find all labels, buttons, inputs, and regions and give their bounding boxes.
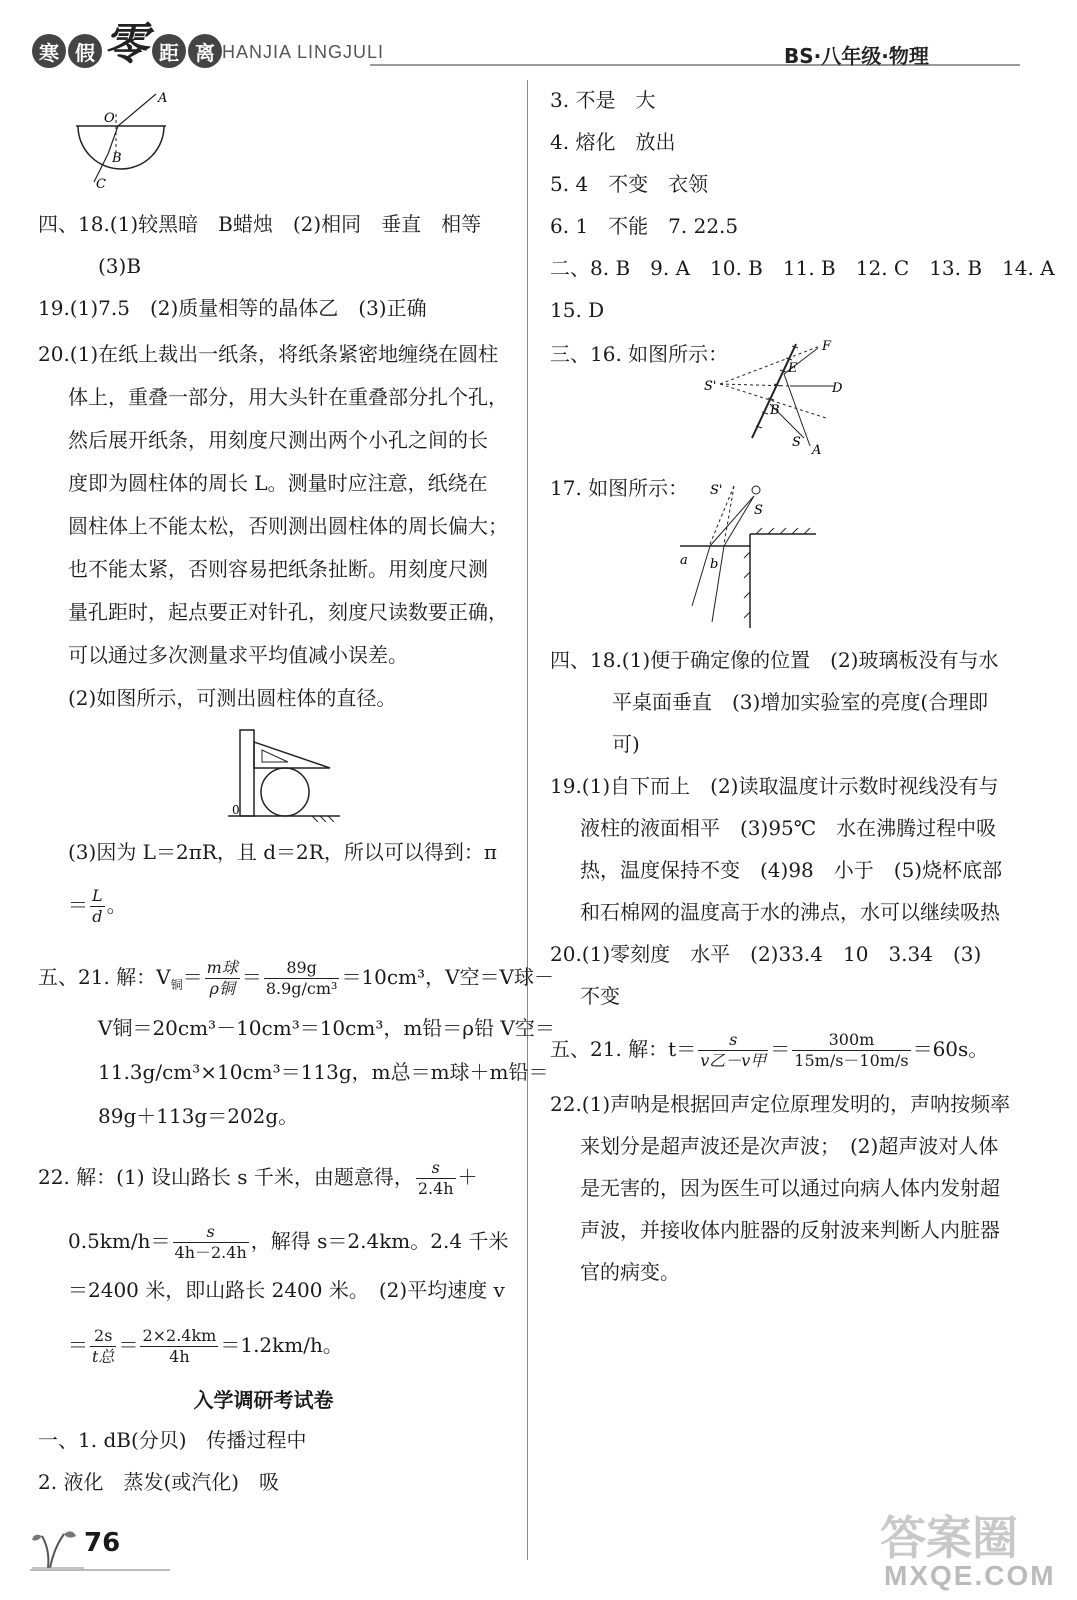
answer-19-r: 液柱的液面相平 (3)95℃ 水在沸腾过程中吸 bbox=[580, 816, 997, 840]
answer-18-r: 可) bbox=[612, 732, 640, 756]
answer-20-r: 不变 bbox=[580, 984, 620, 1008]
answer-21-line2: V铜＝20cm³－10cm³＝10cm³，m铅＝ρ铅 V空＝ bbox=[98, 1016, 555, 1040]
answer-22-r: 来划分是超声波还是次声波； (2)超声波对人体 bbox=[580, 1134, 999, 1158]
footer-rule bbox=[30, 1569, 170, 1571]
answer-20-r: 20.(1)零刻度 水平 (2)33.4 10 3.34 (3) bbox=[550, 942, 982, 966]
answer-19-r: 和石棉网的温度高于水的沸点，水可以继续吸热 bbox=[580, 900, 1000, 924]
answer-20-line: 度即为圆柱体的周长 L。测量时应注意，纸绕在 bbox=[68, 471, 488, 495]
answer-6-7: 6. 1 不能 7. 22.5 bbox=[550, 214, 739, 238]
answer-21-line4: 89g＋113g＝202g。 bbox=[98, 1104, 299, 1128]
water-refraction-figure-17 bbox=[670, 472, 820, 632]
fig-label: F bbox=[822, 339, 832, 354]
header-pinyin: HANJIA LINGJULI bbox=[222, 42, 385, 62]
answer-20-line: 可以通过多次测量求平均值减小误差。 bbox=[68, 643, 408, 667]
answer-3: 3. 不是 大 bbox=[550, 88, 656, 112]
answer-16: 三、16. 如图所示： bbox=[550, 342, 729, 366]
fig-label: B bbox=[112, 151, 122, 166]
fig-label: S' bbox=[704, 379, 717, 394]
answer-19: 19.(1)7.5 (2)质量相等的晶体乙 (3)正确 bbox=[38, 296, 427, 320]
answer-19-r: 19.(1)自下而上 (2)读取温度计示数时视线没有与 bbox=[550, 774, 999, 798]
answer-4: 4. 熔化 放出 bbox=[550, 130, 676, 154]
watermark-url: MXQE.COM bbox=[884, 1560, 1056, 1591]
fig-label: O bbox=[104, 111, 115, 126]
answer-20-line: 体上，重叠一部分，用大头针在重叠部分扎个孔， bbox=[68, 385, 508, 409]
answer-5: 5. 4 不变 衣领 bbox=[550, 172, 709, 196]
answer-22-r: 声波，并接收体内脏器的反射波来判断人内脏器 bbox=[580, 1218, 1000, 1242]
answer-19-r: 热，温度保持不变 (4)98 小于 (5)烧杯底部 bbox=[580, 858, 1003, 882]
watermark-logo: 答案圈 bbox=[880, 1511, 1018, 1565]
answer-18-r: 平桌面垂直 (3)增加实验室的亮度(合理即 bbox=[612, 690, 989, 714]
ruler-zero-label: 0 bbox=[232, 803, 240, 817]
exam-answer-2: 2. 液化 蒸发(或汽化) 吸 bbox=[38, 1470, 280, 1494]
answer-22-r: 官的病变。 bbox=[580, 1260, 680, 1284]
answer-20-3-cont: ＝ $\frac{L}{d}$ 。 bbox=[68, 886, 127, 926]
answer-22-line3: ＝2400 米，即山路长 2400 米。 (2)平均速度 v bbox=[68, 1278, 505, 1302]
answer-20-line: 圆柱体上不能太松，否则测出圆柱体的周长偏大； bbox=[68, 514, 508, 538]
exam-answer-1: 一、1. dB(分贝) 传播过程中 bbox=[38, 1428, 307, 1452]
answer-22-line2: 0.5km/h＝ $\frac{s}{4h-2.4h}$ ，解得 s＝2.4km。2.4 千米 bbox=[68, 1222, 509, 1262]
answer-17: 17. 如图所示： bbox=[550, 476, 689, 500]
footer-plant-icon bbox=[28, 1520, 88, 1570]
fig-label: S bbox=[754, 503, 763, 518]
answer-22-line1: 22. 解：(1) 设山路长 s 千米，由题意得， $\frac{s}{2.4h}$ ＋ bbox=[38, 1158, 478, 1198]
answer-21-line3: 11.3g/cm³×10cm³＝113g，m总＝m球＋m铅＝ bbox=[98, 1060, 549, 1084]
logo-char: 寒 bbox=[32, 34, 66, 68]
logo-char: 距 bbox=[152, 34, 186, 68]
answer-20-3: (3)因为 L＝2πR，且 d＝2R，所以可以得到：π bbox=[68, 840, 497, 864]
answer-20-line: 量孔距时，起点要正对针孔，刻度尺读数要正确， bbox=[68, 600, 508, 624]
page-header bbox=[0, 0, 1077, 80]
fig-label: C bbox=[96, 177, 106, 192]
answer-22-r: 是无害的，因为医生可以通过向病人体内发射超 bbox=[580, 1176, 1000, 1200]
answer-15: 15. D bbox=[550, 298, 605, 322]
mirror-reflection-figure-16 bbox=[700, 338, 850, 458]
answer-18-r: 四、18.(1)便于确定像的位置 (2)玻璃板没有与水 bbox=[550, 648, 999, 672]
fig-label: A bbox=[158, 91, 168, 106]
answer-20-line: 20.(1)在纸上裁出一纸条，将纸条紧密地缠绕在圆柱 bbox=[38, 342, 499, 366]
answer-18: 四、18.(1)较黑暗 B蜡烛 (2)相同 垂直 相等 bbox=[38, 212, 482, 236]
answer-21-line1: 五、21. 解：$V_铜=$ $\frac{\text{m球}}{\text{ρ铜}}$ ＝ $\frac{89g}{\text{8.9g/cm³}}$ ＝10cm³，V空＝V球－ bbox=[38, 958, 554, 998]
fig-label: D bbox=[832, 381, 843, 396]
cylinder-diameter-figure bbox=[228, 722, 348, 822]
fig-label: A bbox=[812, 443, 822, 458]
answer-18-cont: (3)B bbox=[98, 254, 142, 278]
fig-label: b bbox=[710, 557, 719, 572]
answer-20-line: 然后展开纸条，用刻度尺测出两个小孔之间的长 bbox=[68, 428, 488, 452]
answer-22-r: 22.(1)声呐是根据回声定位原理发明的，声呐按频率 bbox=[550, 1092, 1011, 1116]
fig-label: S bbox=[792, 435, 801, 450]
answer-21-r: 五、21. 解：t＝ $\frac{s}{\text{v乙－v甲}}$ ＝ $\frac{300m}{15m/s-10m/s}$ ＝60s。 bbox=[550, 1030, 989, 1070]
semicircle-refraction-figure bbox=[68, 86, 178, 196]
page-number: 76 bbox=[84, 1528, 121, 1558]
logo-char: 离 bbox=[188, 34, 222, 68]
answer-22-line4: ＝ $\frac{2s}{\text{t总}}$ ＝ $\frac{2\times 2.4km}{4h}$ ＝1.2km/h。 bbox=[68, 1326, 343, 1366]
section-title: 入学调研考试卷 bbox=[193, 1388, 334, 1412]
fig-label: E bbox=[788, 361, 798, 376]
answer-8-14: 二、8. B 9. A 10. B 11. B 12. C 13. B 14. A bbox=[550, 256, 1055, 280]
fig-label: B bbox=[770, 403, 780, 418]
fig-label: a bbox=[680, 553, 688, 568]
header-subject: BS·八年级·物理 bbox=[784, 44, 929, 68]
fig-label: S' bbox=[710, 483, 723, 498]
answer-20-line: (2)如图所示，可测出圆柱体的直径。 bbox=[68, 686, 397, 710]
column-divider bbox=[527, 80, 528, 1560]
logo-char-large: 零 bbox=[104, 19, 148, 70]
logo-char: 假 bbox=[68, 34, 102, 68]
answer-20-line: 也不能太紧，否则容易把纸条扯断。用刻度尺测 bbox=[68, 557, 488, 581]
